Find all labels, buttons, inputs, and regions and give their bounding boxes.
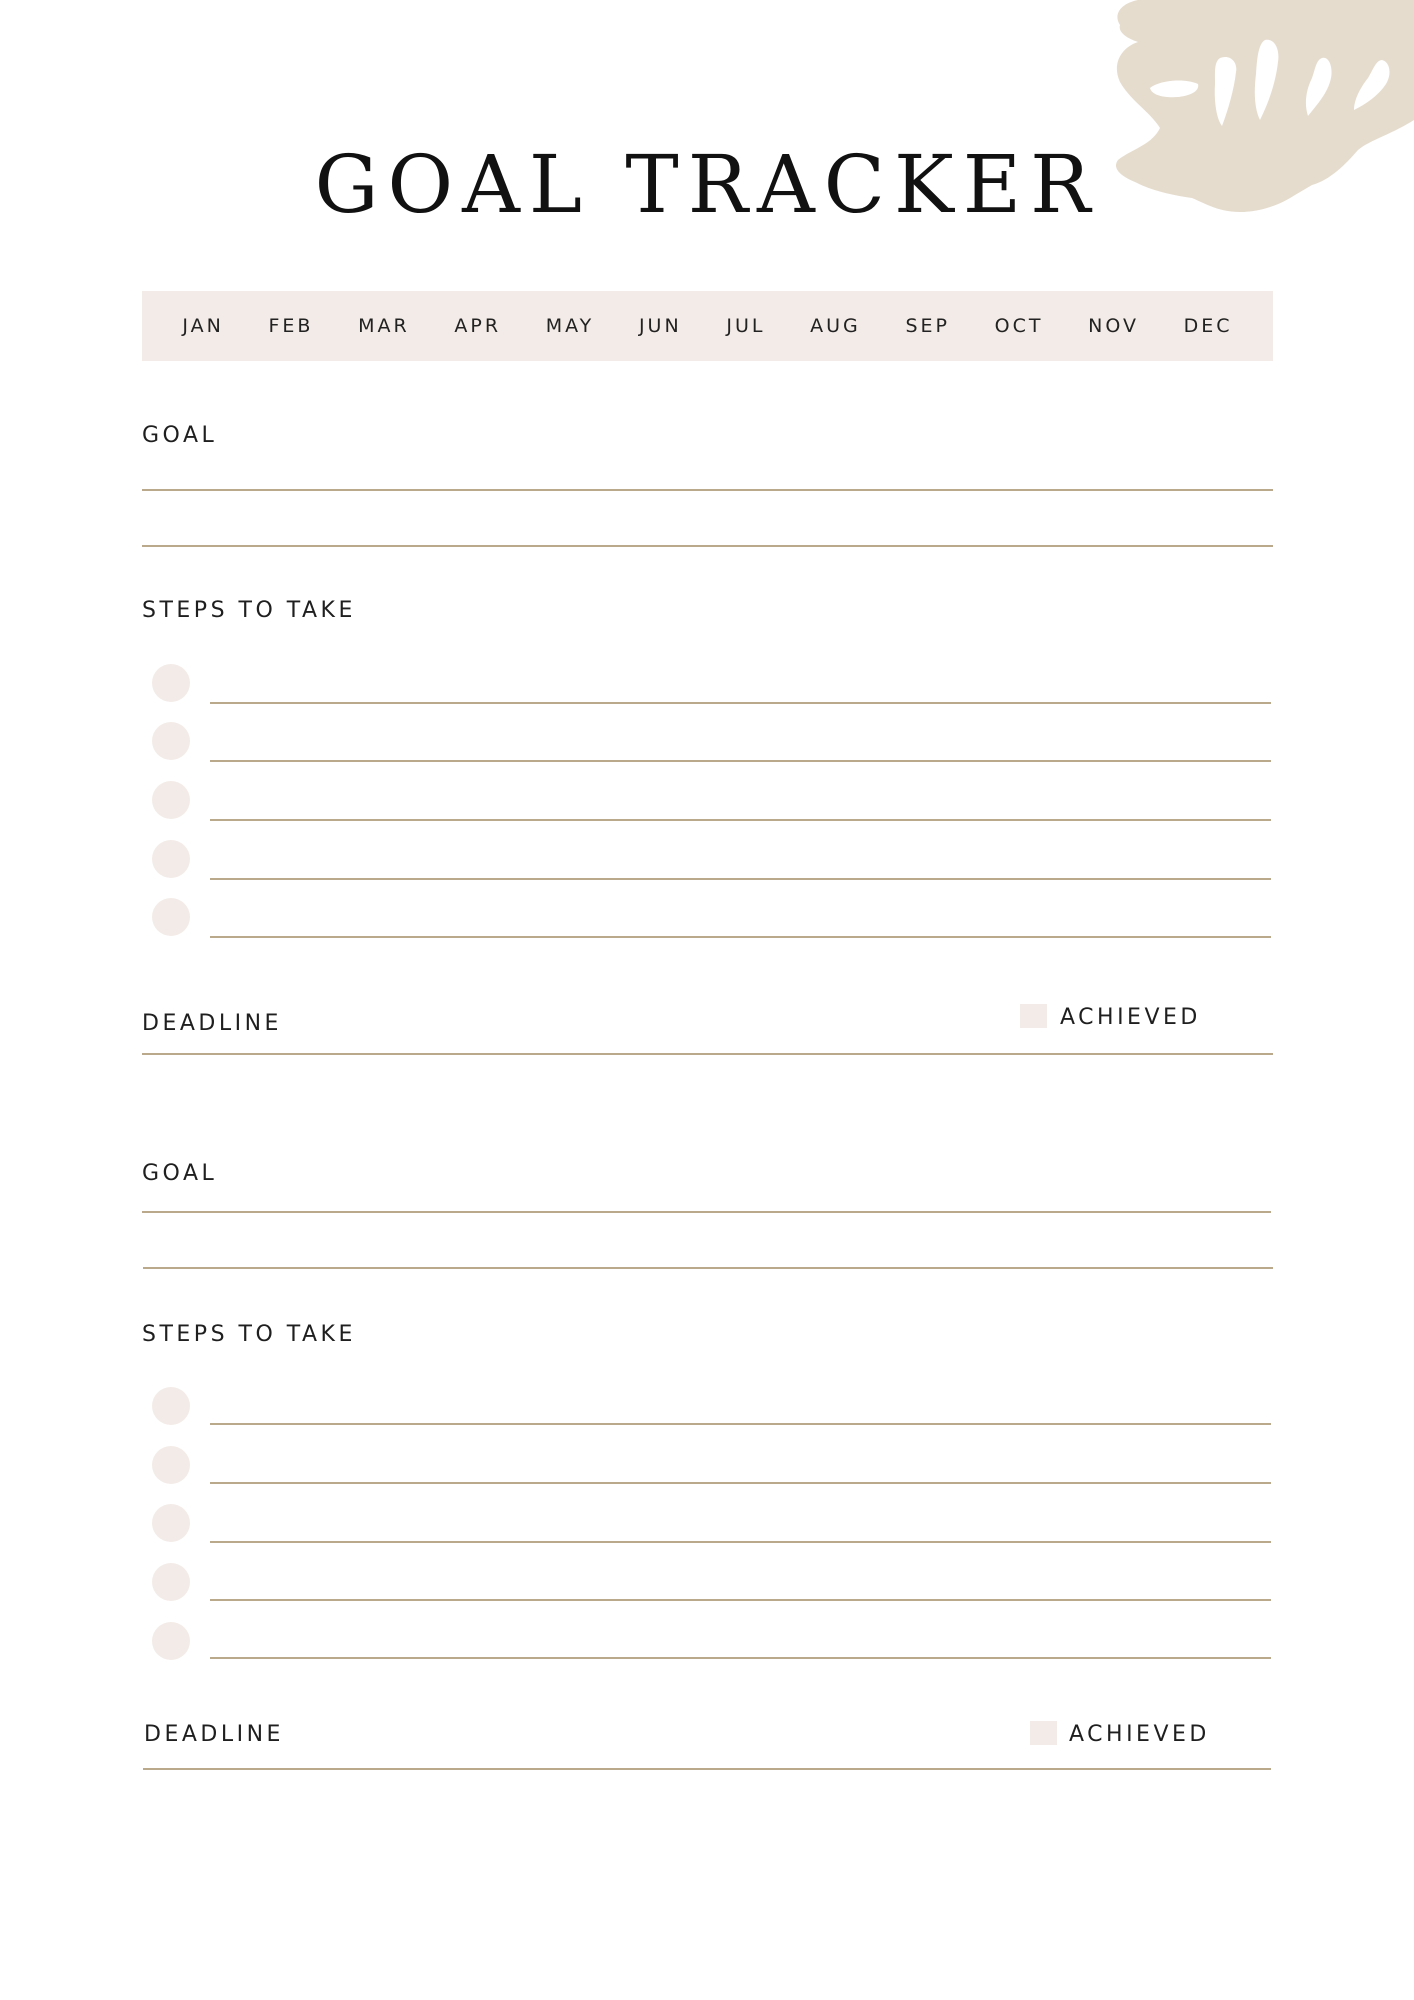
step-checkbox[interactable] [152,898,190,936]
step-checkbox[interactable] [152,1563,190,1601]
step-line[interactable] [210,702,1271,704]
step-checkbox[interactable] [152,664,190,702]
month-mar[interactable]: MAR [358,315,410,337]
month-apr[interactable]: APR [454,315,502,337]
step-checkbox[interactable] [152,781,190,819]
step-line[interactable] [210,1657,1271,1659]
goal-label: GOAL [142,423,218,448]
step-checkbox[interactable] [152,1622,190,1660]
step-line[interactable] [210,1482,1271,1484]
achieved-checkbox[interactable] [1030,1721,1057,1745]
step-checkbox[interactable] [152,1446,190,1484]
month-aug[interactable]: AUG [810,315,861,337]
step-line[interactable] [210,819,1271,821]
goal-line[interactable] [142,489,1273,491]
achieved-label: ACHIEVED [1060,1005,1201,1030]
deadline-label: DEADLINE [142,1011,282,1036]
step-checkbox[interactable] [152,1387,190,1425]
month-jan[interactable]: JAN [182,315,224,337]
month-bar [142,291,1273,361]
month-dec[interactable]: DEC [1183,315,1233,337]
step-line[interactable] [210,1423,1271,1425]
month-oct[interactable]: OCT [994,315,1044,337]
achieved-checkbox[interactable] [1020,1004,1047,1028]
deadline-line[interactable] [143,1768,1271,1770]
step-line[interactable] [210,1541,1271,1543]
month-may[interactable]: MAY [545,315,595,337]
goal-label: GOAL [142,1161,218,1186]
step-line[interactable] [210,1599,1271,1601]
step-checkbox[interactable] [152,1504,190,1542]
month-nov[interactable]: NOV [1088,315,1139,337]
step-checkbox[interactable] [152,722,190,760]
goal-line[interactable] [143,1267,1273,1269]
month-feb[interactable]: FEB [268,315,314,337]
month-jul[interactable]: JUL [726,315,766,337]
page-title: GOAL TRACKER [314,138,1100,231]
step-line[interactable] [210,936,1271,938]
step-line[interactable] [210,760,1271,762]
step-line[interactable] [210,878,1271,880]
goal-line[interactable] [142,545,1273,547]
steps-label: STEPS TO TAKE [142,1322,356,1347]
month-jun[interactable]: JUN [638,315,682,337]
month-sep[interactable]: SEP [905,315,950,337]
goal-line[interactable] [142,1211,1271,1213]
step-checkbox[interactable] [152,840,190,878]
steps-label: STEPS TO TAKE [142,598,356,623]
deadline-line[interactable] [142,1053,1273,1055]
achieved-label: ACHIEVED [1069,1722,1210,1747]
deadline-label: DEADLINE [144,1722,284,1747]
